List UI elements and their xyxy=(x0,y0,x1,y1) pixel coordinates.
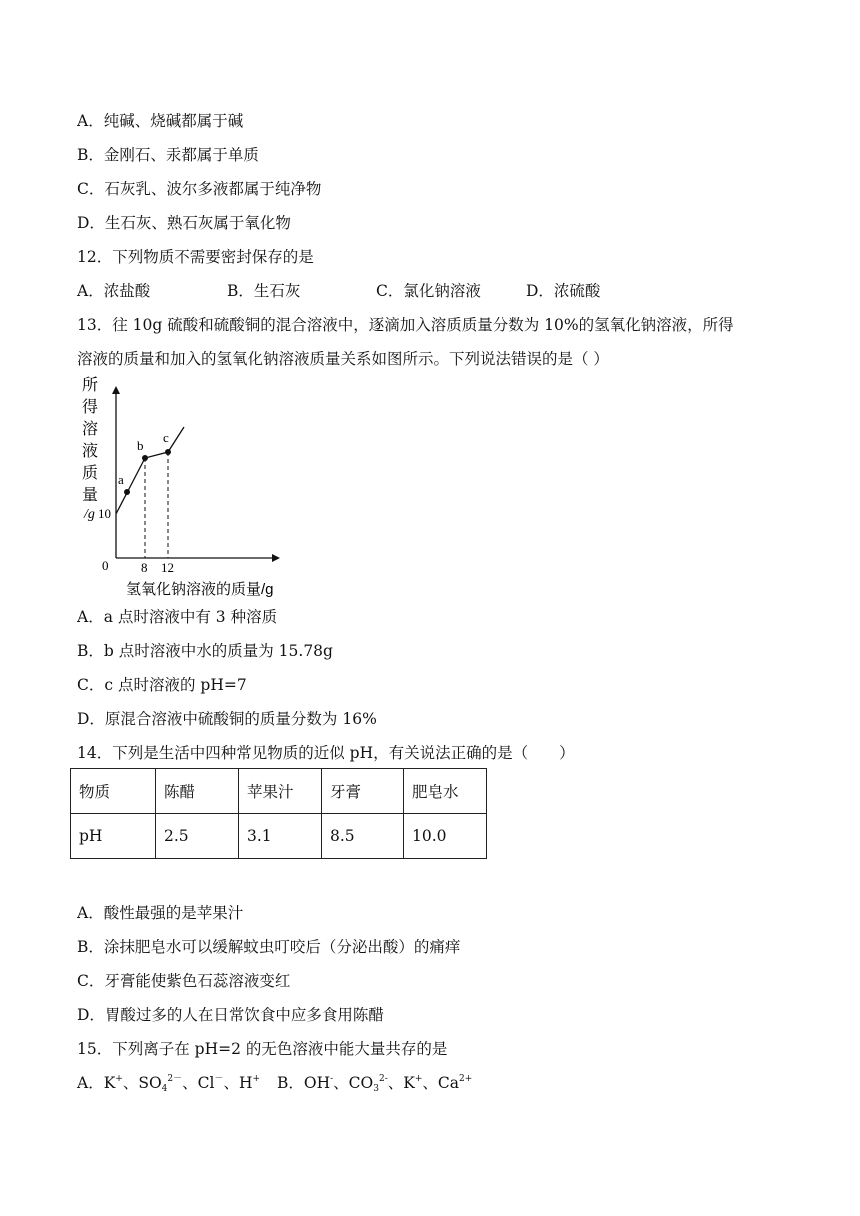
q14-stem: 14．下列是生活中四种常见物质的近似 pH，有关说法正确的是（ ） xyxy=(77,744,575,762)
y-axis-label-char: 量 xyxy=(82,487,99,504)
point-b xyxy=(142,455,148,461)
point-a-label: a xyxy=(118,472,124,487)
ion-text: 、K xyxy=(387,1074,415,1092)
q13-option-a[interactable]: A．a 点时溶液中有 3 种溶质 xyxy=(77,608,278,626)
table-cell: 8.5 xyxy=(322,814,404,859)
charge-sup: + xyxy=(252,1074,261,1084)
q11-option-d[interactable]: D．生石灰、熟石灰属于氧化物 xyxy=(77,214,291,232)
q15-option-a[interactable] xyxy=(77,1072,260,1094)
ion-text: A．K xyxy=(77,1074,116,1092)
charge-sup: － xyxy=(214,1074,224,1084)
ion-text: 、Cl xyxy=(182,1074,215,1092)
q14-option-d[interactable]: D．胃酸过多的人在日常饮食中应多食用陈醋 xyxy=(77,1006,384,1024)
table-cell: pH xyxy=(71,814,156,859)
ion-text: B．OH xyxy=(277,1074,331,1092)
ion-text: 、SO xyxy=(122,1074,162,1092)
q13-stem-line2: 溶液的质量和加入的氢氧化钠溶液质量关系如图所示。下列说法错误的是（ ） xyxy=(77,350,609,368)
y-axis-label-char: 得 xyxy=(82,399,99,416)
point-c xyxy=(165,449,171,455)
y-axis-unit: /g xyxy=(84,507,95,522)
ph-table xyxy=(70,768,487,859)
y-axis-label-char: 溶 xyxy=(82,421,99,438)
q12-option-d[interactable]: D．浓硫酸 xyxy=(526,282,601,300)
q14-option-c[interactable]: C．牙膏能使紫色石蕊溶液变红 xyxy=(77,972,291,990)
charge-sup: + xyxy=(414,1074,423,1084)
ion-text: 、CO xyxy=(333,1074,374,1092)
charge-sup: 2－ xyxy=(167,1074,183,1084)
q11-option-b[interactable]: B．金刚石、汞都属于单质 xyxy=(77,146,259,164)
q11-option-c[interactable]: C．石灰乳、波尔多液都属于纯净物 xyxy=(77,180,322,198)
subscript: 4 xyxy=(161,1084,168,1094)
point-c-label: c xyxy=(163,430,169,445)
x-axis-label: 氢氧化钠溶液的质量/g xyxy=(126,581,274,598)
q14-option-b[interactable]: B．涂抹肥皂水可以缓解蚊虫叮咬后（分泌出酸）的痛痒 xyxy=(77,938,461,956)
q12-stem: 12．下列物质不需要密封保存的是 xyxy=(77,248,314,266)
charge-sup: - xyxy=(330,1074,334,1084)
q13-graph xyxy=(70,372,310,604)
table-cell: 陈醋 xyxy=(156,769,239,814)
q13-stem-line1: 13．往 10g 硫酸和硫酸铜的混合溶液中，逐滴加入溶质质量分数为 10%的氢氧化钠溶液，所得 xyxy=(77,316,734,334)
x-tick-12: 12 xyxy=(161,560,174,575)
q12-option-b[interactable]: B．生石灰 xyxy=(227,282,301,300)
point-a xyxy=(124,489,130,495)
y-axis-label-char: 液 xyxy=(82,443,99,460)
y-axis-label-char: 所 xyxy=(82,377,99,394)
solution-mass-line xyxy=(116,427,184,514)
table-cell: 2.5 xyxy=(156,814,239,859)
q14-option-a[interactable]: A．酸性最强的是苹果汁 xyxy=(77,904,244,922)
table-cell: 苹果汁 xyxy=(239,769,322,814)
table-row xyxy=(71,814,487,859)
ion-text: 、Ca xyxy=(422,1074,460,1092)
point-b-label: b xyxy=(137,438,144,453)
table-cell: 3.1 xyxy=(239,814,322,859)
q12-option-a[interactable]: A．浓盐酸 xyxy=(77,282,151,300)
y-tick-10: 10 xyxy=(98,506,111,521)
q13-option-d[interactable]: D．原混合溶液中硫酸铜的质量分数为 16% xyxy=(77,710,377,728)
table-cell: 物质 xyxy=(71,769,156,814)
q11-option-a[interactable]: A．纯碱、烧碱都属于碱 xyxy=(77,112,244,130)
q15-stem: 15．下列离子在 pH=2 的无色溶液中能大量共存的是 xyxy=(77,1040,448,1058)
subscript: 3 xyxy=(373,1084,379,1094)
charge-sup: + xyxy=(115,1074,123,1084)
q13-option-b[interactable]: B．b 点时溶液中水的质量为 15.78g xyxy=(77,642,333,660)
charge-sup: 2- xyxy=(378,1074,388,1084)
table-cell: 肥皂水 xyxy=(404,769,487,814)
origin-label: 0 xyxy=(102,558,109,573)
table-header-row xyxy=(71,769,487,814)
x-tick-8: 8 xyxy=(141,560,148,575)
table-cell: 牙膏 xyxy=(322,769,404,814)
ion-text: 、H xyxy=(223,1074,253,1092)
q13-option-c[interactable]: C．c 点时溶液的 pH=7 xyxy=(77,676,247,694)
q15-option-b[interactable] xyxy=(277,1072,472,1094)
q12-option-c[interactable]: C．氯化钠溶液 xyxy=(376,282,481,300)
table-cell: 10.0 xyxy=(404,814,487,859)
y-axis-label-char: 质 xyxy=(82,465,99,482)
charge-sup: 2+ xyxy=(459,1074,473,1084)
